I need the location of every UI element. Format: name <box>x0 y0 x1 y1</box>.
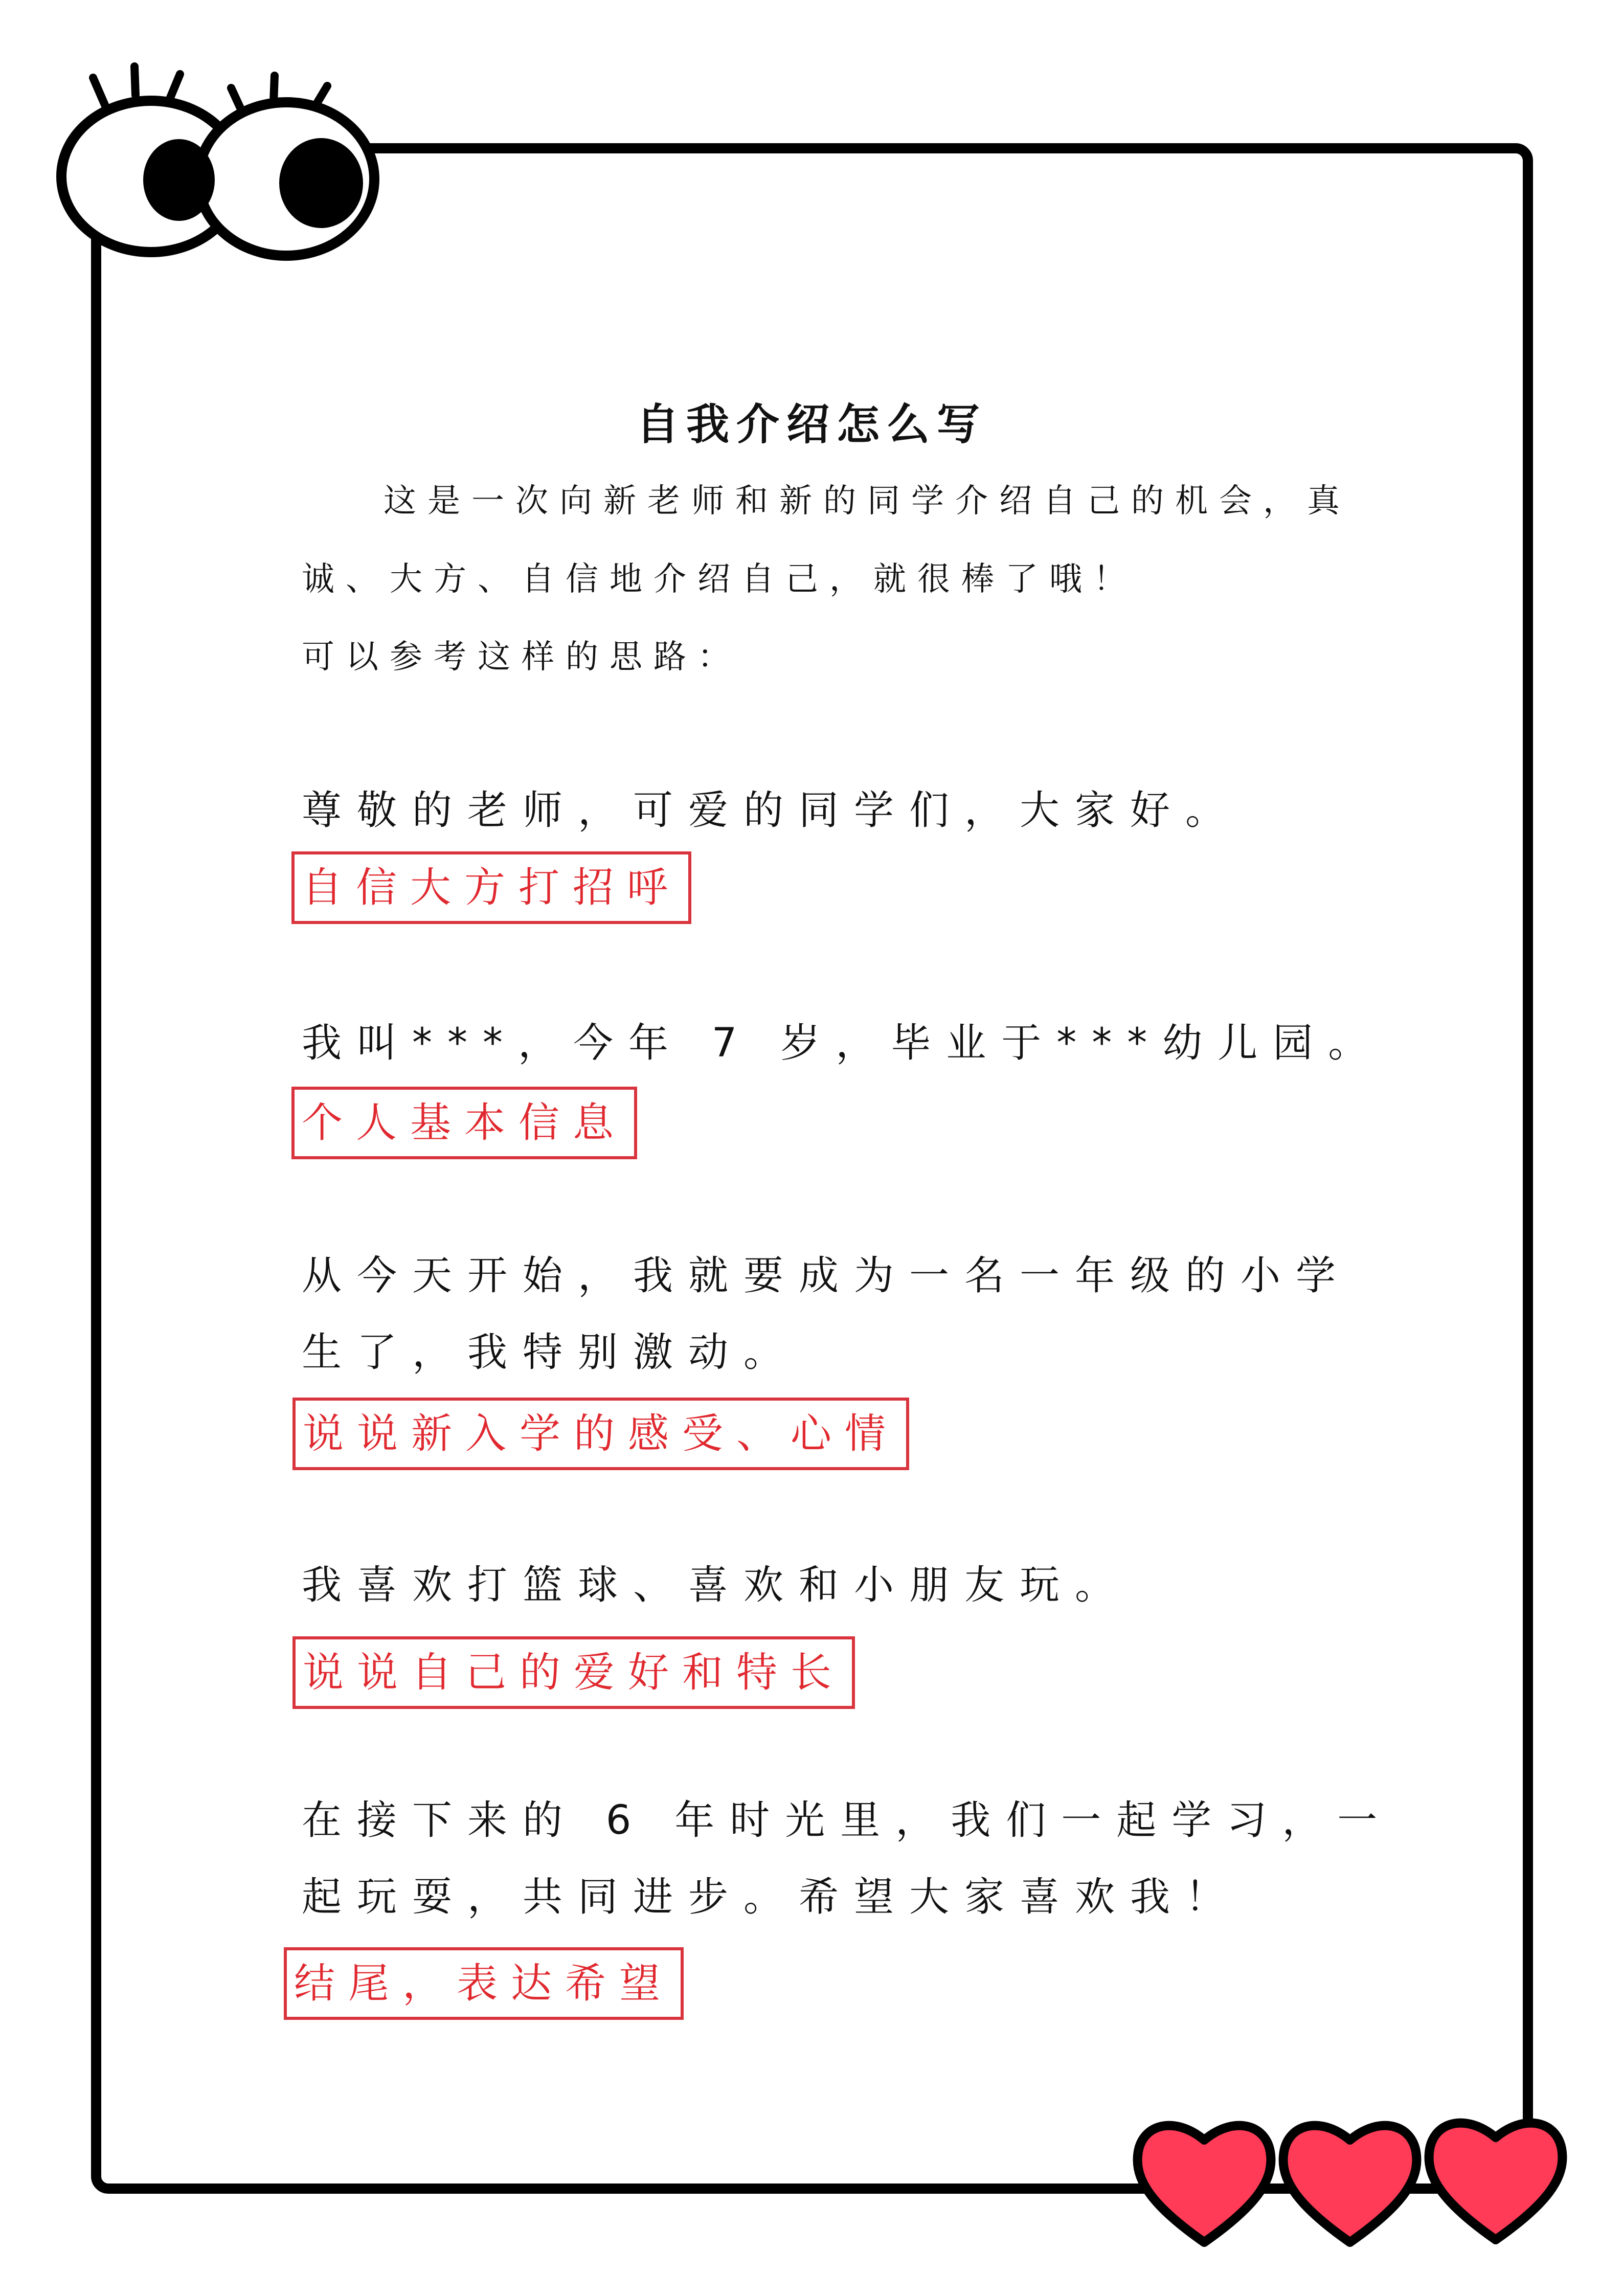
example-text-line: 我叫***，今年 7 岁，毕业于***幼儿园。 <box>302 1020 1384 1066</box>
tip-label-box: 说说新入学的感受、心情 <box>292 1398 909 1470</box>
example-text-line: 生了，我特别激动。 <box>302 1330 799 1376</box>
hearts-decoration <box>1133 2104 1583 2258</box>
intro-line: 诚、大方、自信地介绍自己，就很棒了哦！ <box>302 560 1137 598</box>
page-title: 自我介绍怎么写 <box>636 399 987 449</box>
intro-line: 可以参考这样的思路： <box>302 638 741 676</box>
example-text-line: 从今天开始，我就要成为一名一年级的小学 <box>302 1253 1351 1299</box>
cartoon-eyes-icon <box>46 46 414 271</box>
tip-label-box: 说说自己的爱好和特长 <box>292 1636 855 1709</box>
tip-label-box: 个人基本信息 <box>291 1087 637 1159</box>
example-text-line: 起玩耍，共同进步。希望大家喜欢我！ <box>302 1874 1241 1920</box>
tip-label-box: 结尾，表达希望 <box>284 1947 684 2020</box>
example-text-line: 我喜欢打篮球、喜欢和小朋友玩。 <box>302 1562 1131 1608</box>
example-text-line: 在接下来的 6 年时光里，我们一起学习，一 <box>302 1797 1393 1843</box>
heart-icon <box>1283 2126 1417 2242</box>
tip-label-box: 自信大方打招呼 <box>291 851 691 924</box>
intro-line: 这是一次向新老师和新的同学介绍自己的机会，真 <box>384 482 1351 520</box>
heart-icon <box>1138 2126 1271 2242</box>
heart-icon <box>1429 2123 1563 2240</box>
example-text-line: 尊敬的老师，可爱的同学们，大家好。 <box>302 787 1241 834</box>
